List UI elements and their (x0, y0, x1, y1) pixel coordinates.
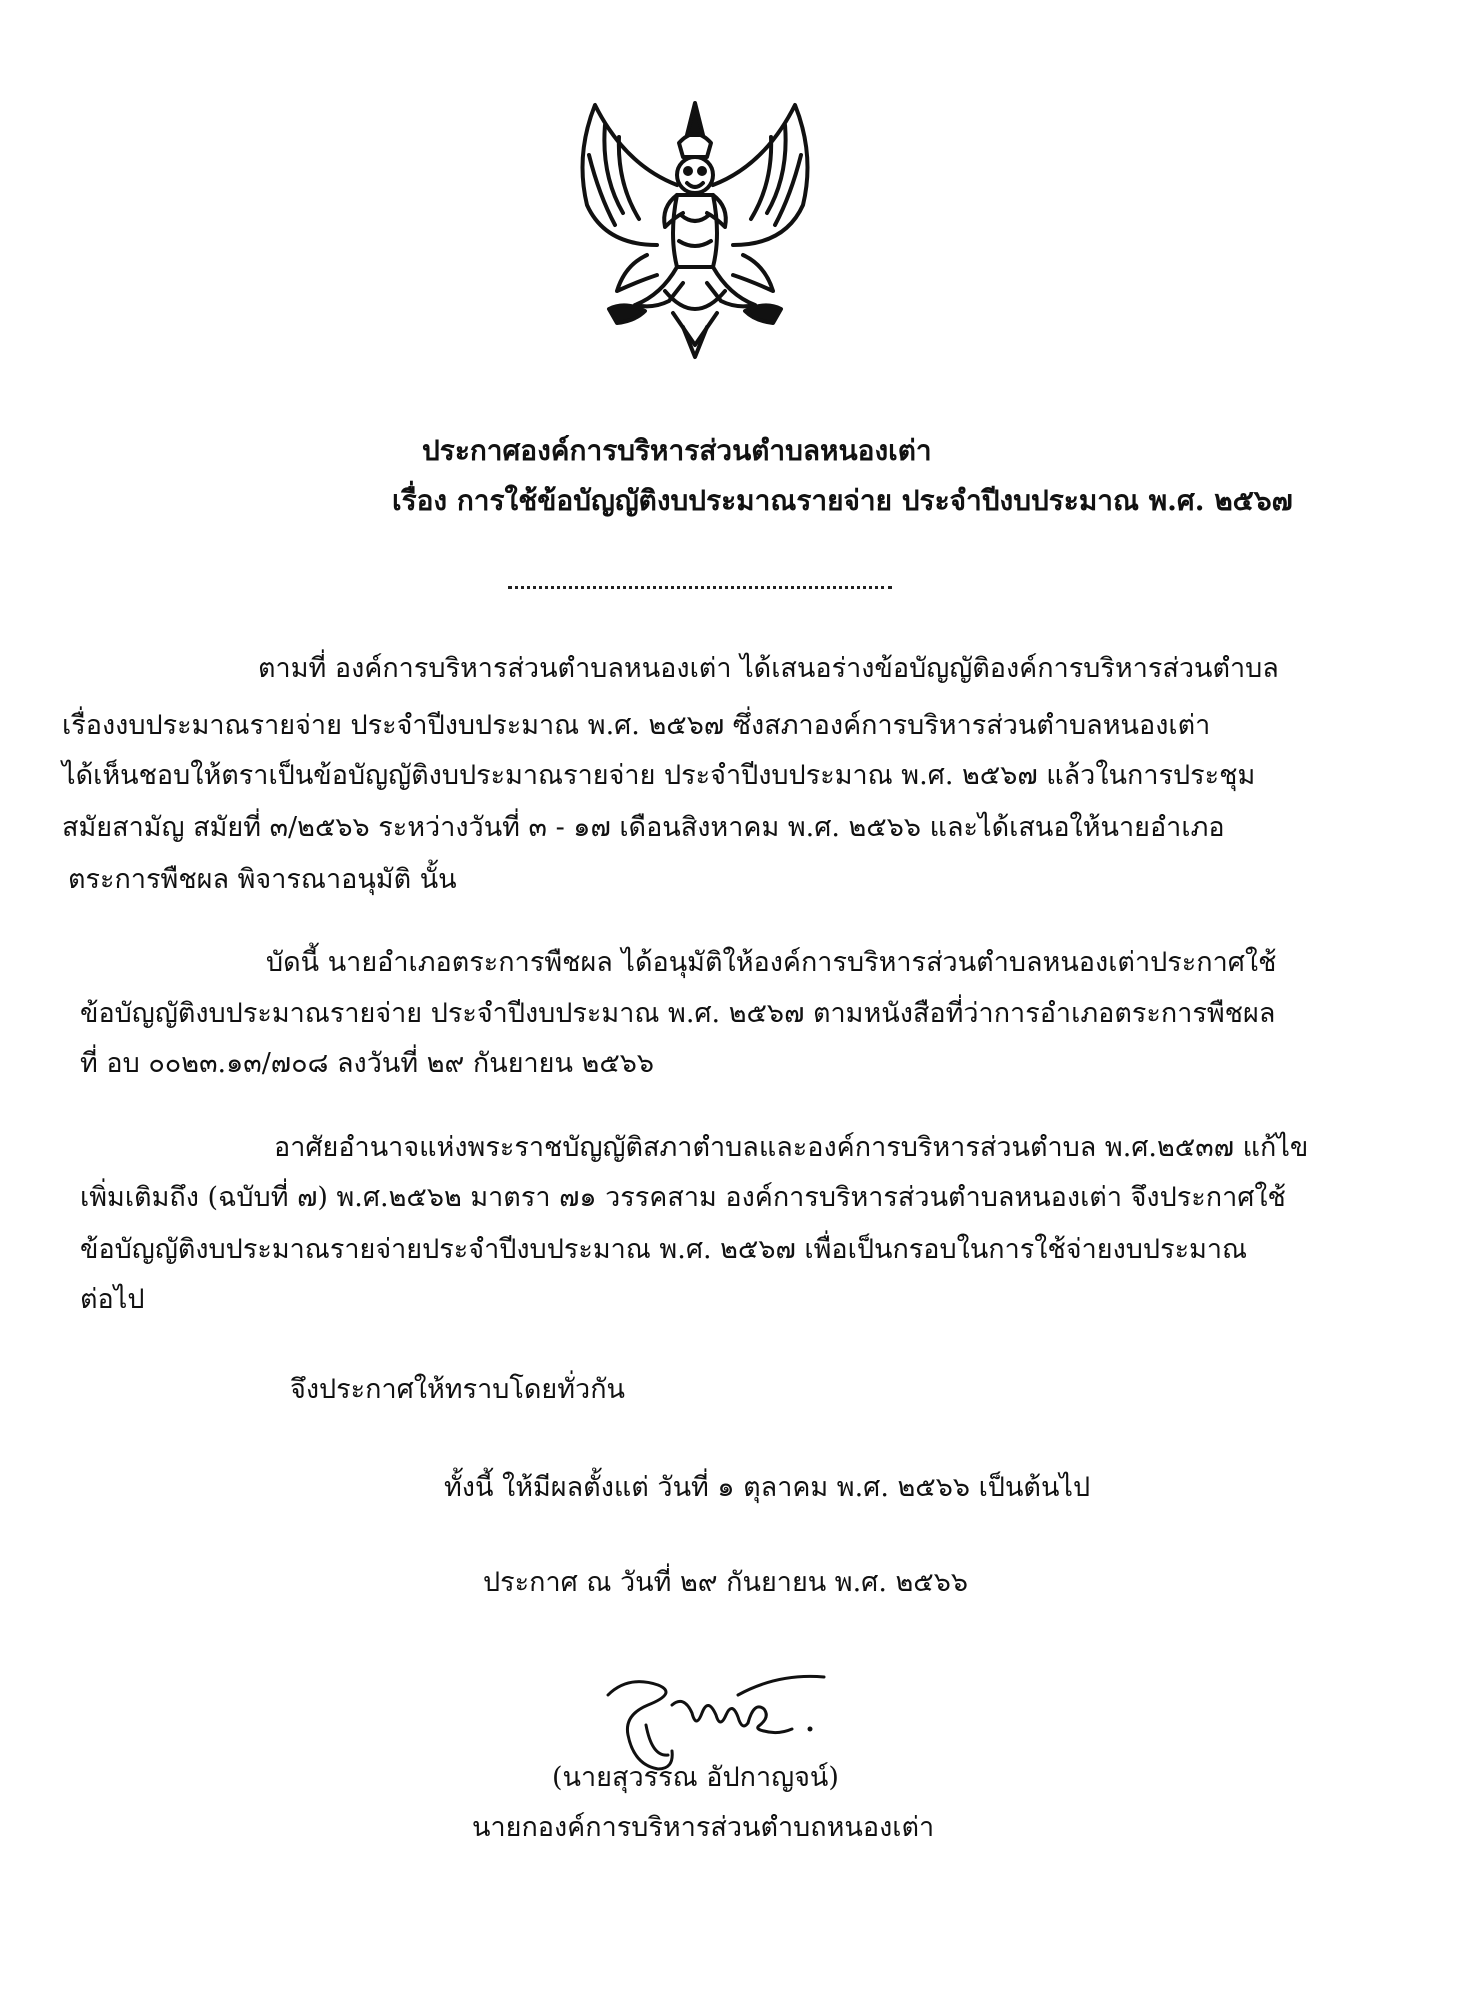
paragraph3-line3: ข้อบัญญัติงบประมาณรายจ่ายประจำปีงบประมาณ พ.ศ. ๒๕๖๗ เพื่อเป็นกรอบในการใช้จ่ายงบประมาณ (80, 1234, 1248, 1265)
paragraph3-line4: ต่อไป (80, 1284, 145, 1315)
announcement-title: ประกาศองค์การบริหารส่วนตำบลหนองเต่า (422, 434, 932, 467)
paragraph3-line1: อาศัยอำนาจแห่งพระราชบัญญัติสภาตำบลและองค์การบริหารส่วนตำบล พ.ศ.๒๕๓๗ แก้ไข (274, 1132, 1309, 1163)
signatory-name: (นายสุวรรณ อัปกาญจน์) (552, 1762, 839, 1793)
paragraph2-line2: ข้อบัญญัติงบประมาณรายจ่าย ประจำปีงบประมาณ พ.ศ. ๒๕๖๗ ตามหนังสือที่ว่าการอำเภอตระการพืชผล (80, 998, 1276, 1029)
paragraph2-line1: บัดนี้ นายอำเภอตระการพืชผล ได้อนุมัติให้องค์การบริหารส่วนตำบลหนองเต่าประกาศใช้ (266, 947, 1277, 978)
closing-announce: จึงประกาศให้ทราบโดยทั่วกัน (290, 1374, 625, 1405)
closing-dated: ประกาศ ณ วันที่ ๒๙ กันยายน พ.ศ. ๒๕๖๖ (483, 1567, 968, 1598)
announcement-subject: เรื่อง การใช้ข้อบัญญัติงบประมาณรายจ่าย ประจำปีงบประมาณ พ.ศ. ๒๕๖๗ (392, 484, 1293, 517)
paragraph1-line4: สมัยสามัญ สมัยที่ ๓/๒๕๖๖ ระหว่างวันที่ ๓ - ๑๗ เดือนสิงหาคม พ.ศ. ๒๕๖๖ และได้เสนอให้นายอำเภอ (62, 812, 1225, 843)
paragraph3-line2: เพิ่มเติมถึง (ฉบับที่ ๗) พ.ศ.๒๕๖๒ มาตรา ๗๑ วรรคสาม องค์การบริหารส่วนตำบลหนองเต่า จึงประกาศใช้ (80, 1182, 1286, 1213)
paragraph1-line5: ตระการพืชผล พิจารณาอนุมัติ นั้น (68, 864, 457, 895)
garuda-emblem-icon (565, 95, 825, 360)
closing-effective-date: ทั้งนี้ ให้มีผลตั้งแต่ วันที่ ๑ ตุลาคม พ.ศ. ๒๕๖๖ เป็นต้นไป (444, 1472, 1091, 1503)
paragraph1-line3: ได้เห็นชอบให้ตราเป็นข้อบัญญัติงบประมาณรายจ่าย ประจำปีงบประมาณ พ.ศ. ๒๕๖๗ แล้วในการประชุม (62, 760, 1256, 791)
signatory-position: นายกองค์การบริหารส่วนตำบถหนองเต่า (472, 1812, 935, 1843)
paragraph1-line2: เรื่องงบประมาณรายจ่าย ประจำปีงบประมาณ พ.ศ. ๒๕๖๗ ซึ่งสภาองค์การบริหารส่วนตำบลหนองเต่า (62, 710, 1211, 741)
separator-dotted-line (508, 576, 892, 589)
paragraph2-line3: ที่ อบ ๐๐๒๓.๑๓/๗๐๘ ลงวันที่ ๒๙ กันยายน ๒๕๖๖ (80, 1048, 655, 1079)
paragraph1-line1: ตามที่ องค์การบริหารส่วนตำบลหนองเต่า ได้เสนอร่างข้อบัญญัติองค์การบริหารส่วนตำบล (258, 653, 1279, 684)
